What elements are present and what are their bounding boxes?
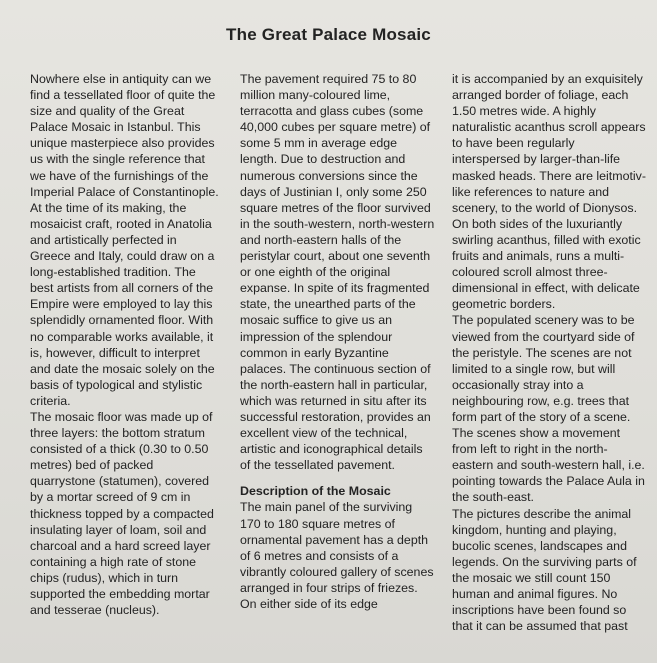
paragraph: The populated scenery was to be viewed from the courtyard side of the peristyle. The scenes are not limited to a single row, but will occasionally stray into a neighbouring row, e.g. trees that form part of the story of a scene. The scenes show a movement from left to right in the north-eastern and south-western hall, i.e. pointing towards the Palace Aula in the south-east.: [452, 313, 645, 505]
paragraph: The mosaic floor was made up of three layers: the bottom stratum consisted of a thick (0.30 to 0.50 metres) bed of packed quarrystone (statumen), covered by a mortar screed of 9 cm in thickness topped by a compacted insulating layer of loam, soil and charcoal and a hard screed layer containing a high rate of stone chips (rudus), which in turn supported the embedding mortar and tesserae (nucleus).: [30, 409, 214, 618]
paragraph: The pictures describe the animal kingdom, hunting and playing, bucolic scenes, landscapes and legends. On the surviving parts of the mosaic we still count 150 human and animal figures. No inscriptions have been found so that it can be assumed that past: [452, 506, 637, 634]
paragraph: The main panel of the surviving 170 to 180 square metres of ornamental pavement has a depth of 6 metres and consists of a vibrantly coloured gallery of scenes arranged in four strips of friezes. On either side of its edge: [240, 500, 434, 611]
text-column-1: [30, 71, 220, 618]
paragraph: The pavement required 75 to 80 million many-coloured lime, terracotta and glass cubes (some 40,000 cubes per square metre) of some 5 mm in average edge length. Due to destruction and numerous conversions since the days of Justinian I, only some 250 square metres of the floor survived in the south-western, north-western and north-eastern halls of the peristylar court, about one seventh or one eighth of the original expanse. In spite of its fragmented state, the unearthed parts of the mosaic suffice to give us an impression of the splendour common in early Byzantine palaces. The continuous section of the north-eastern hall in particular, which was returned in situ after its successful restoration, provides an excellent view of the technical, artistic and iconographical details of the tessellated pavement.: [240, 72, 435, 473]
paragraph: it is accompanied by an exquisitely arranged border of foliage, each 1.50 metres wide. A highly naturalistic acanthus scroll appears to have been regularly interspersed by larger-than-life masked heads. There are leitmotiv-like references to nature and scenery, to the world of Dionysos. On both sides of the luxuriantly swirling acanthus, filled with exotic fruits and animals, runs a multi-coloured scroll almost three-dimensional in effect, with delicate geometric borders.: [452, 72, 646, 312]
section-heading: Description of the Mosaic: [240, 484, 391, 499]
text-column-2: [240, 71, 436, 612]
paragraph: Nowhere else in antiquity can we find a tessellated floor of quite the size and quality of the Great Palace Mosaic in Istanbul. This unique masterpiece also provides us with the single reference that we have of the furnishings of the Imperial Palace of Constantinople. At the time of its making, the mosaicist craft, rooted in Anatolia and artistically perfected in Greece and Italy, could draw on a long-established tradition. The best artists from all corners of the Empire were employed to lay this splendidly ornamented floor. With no comparable works available, it is, however, difficult to interpret and date the mosaic solely on the basis of typological and stylistic criteria.: [30, 72, 219, 408]
text-column-3: [452, 71, 646, 634]
panel-title: The Great Palace Mosaic: [226, 25, 431, 44]
